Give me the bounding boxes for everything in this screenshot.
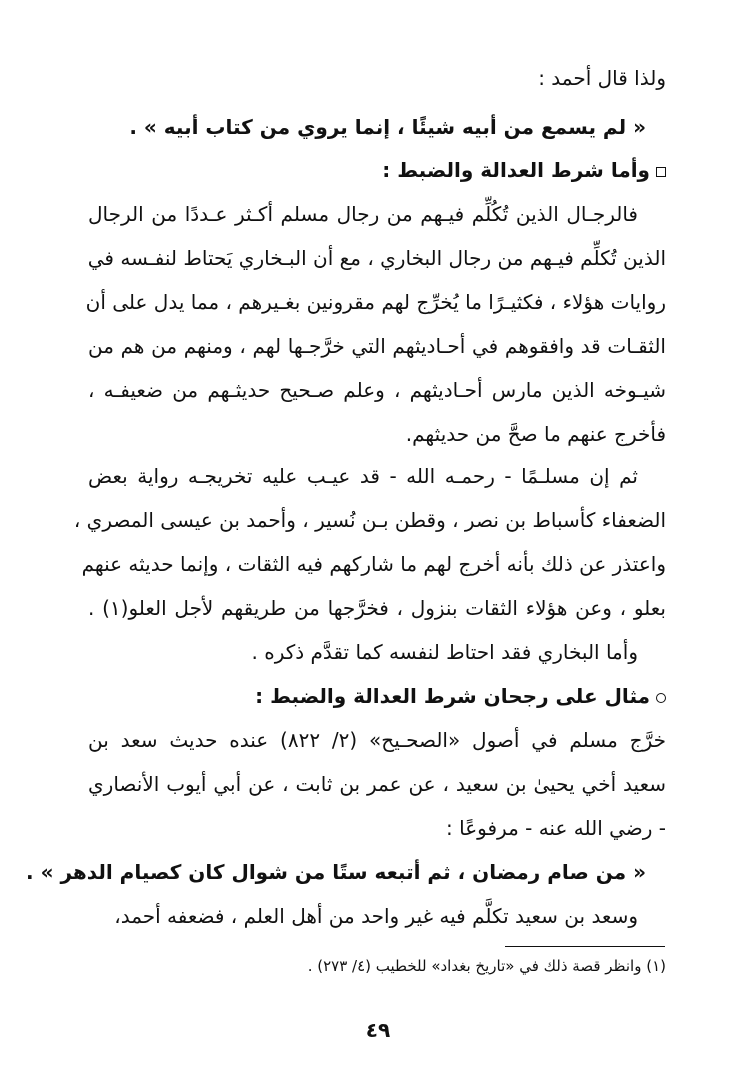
page-number: ٤٩ — [365, 1018, 391, 1042]
quoted-hadith: « من صام رمضان ، ثم أتبعه ستًا من شوال كان كصيام الدهر » . — [26, 860, 646, 884]
square-bullet-icon — [656, 167, 666, 177]
body-line-6: روايات هؤلاء ، فكثيـرًا ما يُخرِّج لهم مقرونين بغـيرهم ، مما يدل على أن — [85, 290, 666, 314]
body-line-11: الضعفاء كأسباط بن نصر ، وقطن بـن نُسير ، وأحمد بن عيسى المصري ، — [73, 508, 666, 532]
example-heading-text: مثال على رجحان شرط العدالة والضبط : — [255, 684, 650, 708]
body-line-14: وأما البخاري فقد احتاط لنفسه كما تقدَّم ذكره . — [251, 640, 638, 664]
body-line-4: فالرجـال الذين تُكُلِّم فيـهم من رجال مسلم أكـثر عـددًا من الرجال — [88, 202, 638, 226]
section-heading-text: وأما شرط العدالة والضبط : — [382, 158, 650, 182]
body-line-12: واعتذر عن ذلك بأنه أخرج لهم ما شاركهم فيه الثقات ، وإنما حديثه عنهم — [81, 552, 666, 576]
body-line-20: وسعد بن سعيد تكلَّم فيه غير واحد من أهل العلم ، فضعفه أحمد، — [114, 904, 638, 928]
body-line-5: الذين تُكلِّم فيـهم من رجال البخاري ، مع أن البـخاري يَحتاط لنفـسه في — [87, 246, 666, 270]
body-line-1: ولذا قال أحمد : — [538, 66, 666, 90]
body-line-17: سعيد أخي يحيىٰ بن سعيد ، عن عمر بن ثابت ، عن أبي أيوب الأنصاري — [88, 772, 666, 796]
body-line-8: شيـوخه الذين مارس أحـاديثهم ، وعلم صـحيح حديثـهم من ضعيفـه ، — [88, 378, 666, 402]
body-line-7: الثقـات قد وافقوهم في أحـاديثهم التي خرَّجـها لهم ، ومنهم من هم من — [88, 334, 666, 358]
quoted-saying-ahmad: « لم يسمع من أبيه شيئًا ، إنما يروي من كتاب أبيه » . — [129, 115, 646, 139]
body-line-16: خرَّج مسلم في أصول «الصحـيح» (٢/ ٨٢٢) عنده حديث سعد بن — [88, 728, 666, 752]
body-line-13: بعلو ، وعن هؤلاء الثقات بنزول ، فخرَّجها من طريقهم لأجل العلو(١) . — [88, 596, 666, 620]
footnote-divider — [505, 946, 665, 947]
body-line-10: ثم إن مسلـمًا - رحمـه الله - قد عيـب عليه تخريجـه رواية بعض — [88, 464, 638, 488]
example-heading — [88, 681, 666, 711]
section-heading-condition — [88, 155, 666, 185]
body-line-9: فأخرج عنهم ما صحَّ من حديثهم. — [405, 422, 666, 446]
footnote-1: (١) وانظر قصة ذلك في «تاريخ بغداد» للخطيب (٤/ ٢٧٣) . — [307, 957, 666, 975]
body-line-18: - رضي الله عنه - مرفوعًا : — [446, 816, 666, 840]
circle-bullet-icon — [656, 693, 666, 703]
